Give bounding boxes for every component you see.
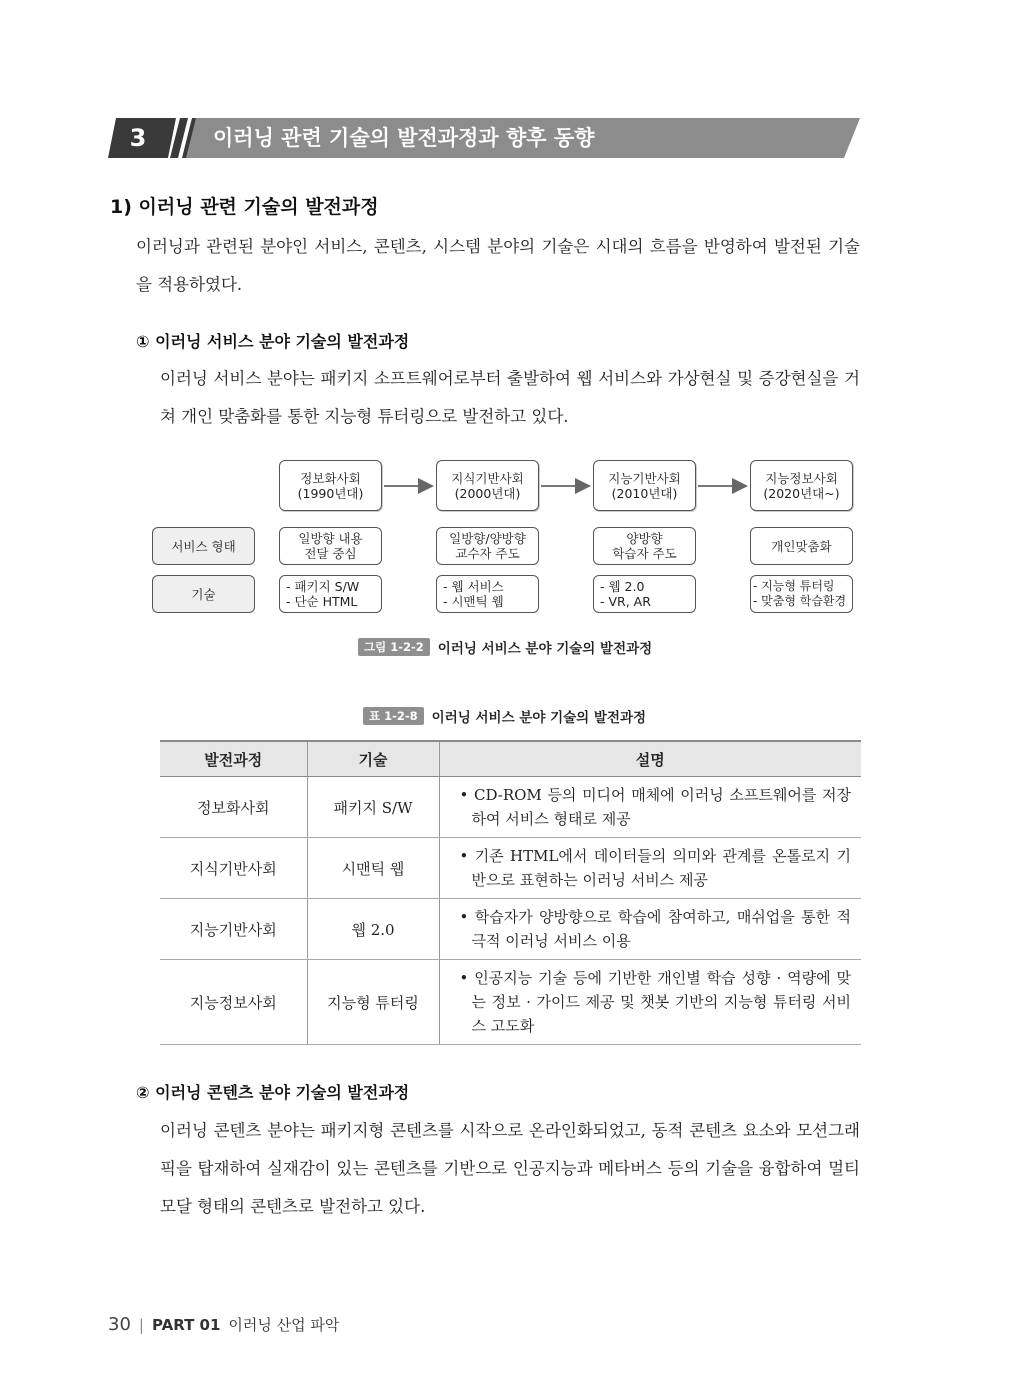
desc-cell: • 기존 HTML에서 데이터들의 의미와 관계를 온톨로지 기반으로 표현하는 이러닝 서비스 제공 xyxy=(439,838,861,899)
service-box: 개인맞춤화 xyxy=(750,527,853,565)
section-number: 3 xyxy=(129,124,147,152)
development-table xyxy=(160,740,861,1045)
footer-separator: | xyxy=(138,1315,144,1334)
figure-caption xyxy=(358,637,652,657)
table-tag: 표 1-2-8 xyxy=(363,707,424,725)
era-box: 지능정보사회 (2020년대~) xyxy=(750,460,853,511)
table-header: 발전과정 xyxy=(160,741,307,777)
desc-cell: • 인공지능 기술 등에 기반한 개인별 학습 성향 · 역량에 맞는 정보 · 가이드 제공 및 챗봇 기반의 지능형 튜터링 서비스 고도화 xyxy=(439,960,861,1045)
service-paragraph: 이러닝 서비스 분야는 패키지 소프트웨어로부터 출발하여 웹 서비스와 가상현실 및 증강현실을 거쳐 개인 맞춤화를 통한 지능형 튜터링으로 발전하고 있다. xyxy=(160,369,860,426)
table-caption-text: 이러닝 서비스 분야 기술의 발전과정 xyxy=(431,710,647,726)
row-label-tech: 기술 xyxy=(152,575,255,613)
service-box: 일방향 내용 전달 중심 xyxy=(279,527,382,565)
service-box: 일방향/양방향 교수자 주도 xyxy=(436,527,539,565)
table-row xyxy=(160,899,861,960)
page-number: 30 xyxy=(108,1314,131,1335)
page-footer xyxy=(108,1314,339,1335)
tech-box: - 웹 2.0 - VR, AR xyxy=(593,575,696,613)
table-row xyxy=(160,777,861,838)
stage-cell: 지식기반사회 xyxy=(160,838,307,899)
intro-paragraph: 이러닝과 관련된 분야인 서비스, 콘텐츠, 시스템 분야의 기술은 시대의 흐름을 반영하여 발전된 기술을 적용하였다. xyxy=(136,237,860,294)
era-box: 지식기반사회 (2000년대) xyxy=(436,460,539,511)
tech-cell: 시맨틱 웹 xyxy=(307,838,439,899)
footer-title: 이러닝 산업 파악 xyxy=(228,1316,340,1334)
figure-caption-text: 이러닝 서비스 분야 기술의 발전과정 xyxy=(437,641,653,657)
table-row xyxy=(160,838,861,899)
table-header-row xyxy=(160,741,861,777)
heading-1: 1) 이러닝 관련 기술의 발전과정 xyxy=(110,196,379,218)
content-paragraph: 이러닝 콘텐츠 분야는 패키지형 콘텐츠를 시작으로 온라인화되었고, 동적 콘텐츠 요소와 모션그래픽을 탑재하여 실재감이 있는 콘텐츠를 기반으로 인공지능과 메타버스 등의 기술을 융합하여 멀티모달 형태의 콘텐츠로 발전하고 있다. xyxy=(160,1121,860,1216)
stage-cell: 지능정보사회 xyxy=(160,960,307,1045)
figure-tag: 그림 1-2-2 xyxy=(358,638,430,656)
subheading-content: ② 이러닝 콘텐츠 분야 기술의 발전과정 xyxy=(136,1083,410,1102)
service-box: 양방향 학습자 주도 xyxy=(593,527,696,565)
stage-cell: 정보화사회 xyxy=(160,777,307,838)
table-header: 설명 xyxy=(439,741,861,777)
stage-cell: 지능기반사회 xyxy=(160,899,307,960)
footer-part: PART 01 xyxy=(151,1315,221,1334)
table-header: 기술 xyxy=(307,741,439,777)
subheading-service: ① 이러닝 서비스 분야 기술의 발전과정 xyxy=(136,332,410,351)
table-caption xyxy=(363,706,646,726)
tech-cell: 패키지 S/W xyxy=(307,777,439,838)
desc-cell: • 학습자가 양방향으로 학습에 참여하고, 매쉬업을 통한 적극적 이러닝 서비스 이용 xyxy=(439,899,861,960)
era-box: 정보화사회 (1990년대) xyxy=(279,460,382,511)
tech-cell: 지능형 튜터링 xyxy=(307,960,439,1045)
section-title: 이러닝 관련 기술의 발전과정과 향후 동향 xyxy=(213,126,595,150)
tech-box: - 지능형 튜터링 - 맞춤형 학습환경 xyxy=(750,575,853,613)
era-box: 지능기반사회 (2010년대) xyxy=(593,460,696,511)
tech-box: - 패키지 S/W - 단순 HTML xyxy=(279,575,382,613)
tech-box: - 웹 서비스 - 시맨틱 웹 xyxy=(436,575,539,613)
row-label-service: 서비스 형태 xyxy=(152,527,255,565)
table-row xyxy=(160,960,861,1045)
desc-cell: • CD-ROM 등의 미디어 매체에 이러닝 소프트웨어를 저장하여 서비스 형태로 제공 xyxy=(439,777,861,838)
tech-cell: 웹 2.0 xyxy=(307,899,439,960)
